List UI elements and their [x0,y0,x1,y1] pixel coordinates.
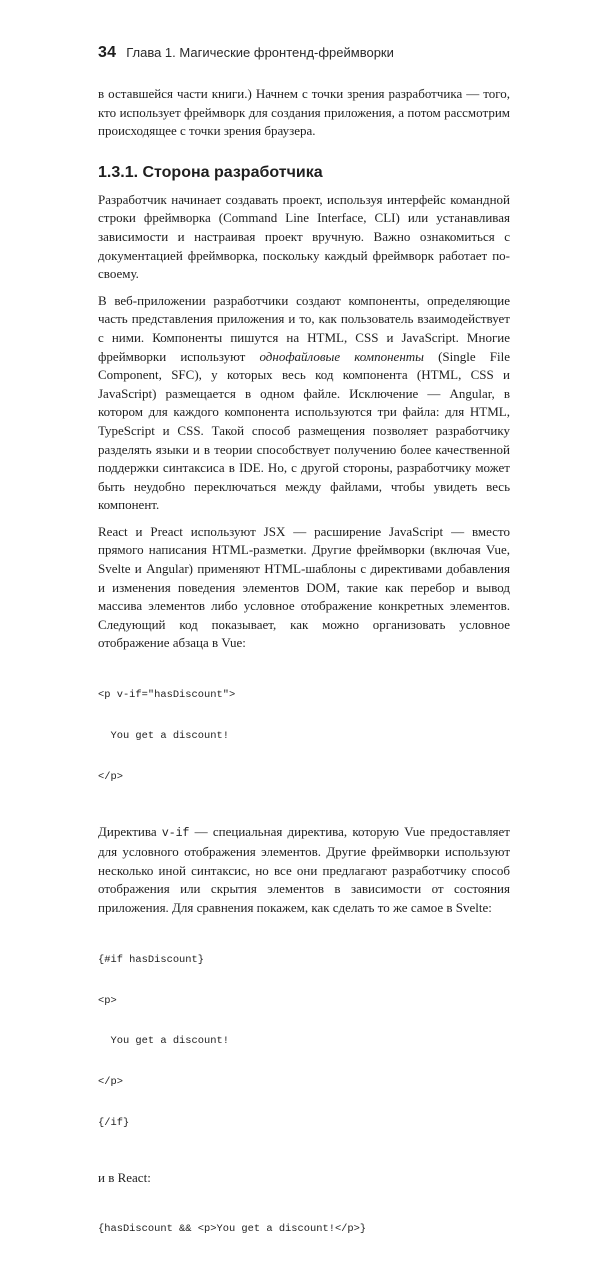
code-line: {hasDiscount && <p>You get a discount!</p>} [98,1223,367,1236]
page-number: 34 [98,44,117,61]
paragraph-v-if [98,823,510,918]
code-block-react [98,1196,510,1264]
code-line: <p v-if="hasDiscount"> [98,689,236,702]
section-heading: 1.3.1. Сторона разработчика [98,163,323,181]
paragraph-jsx: React и Preact используют JSX — расширение JavaScript — вместо прямого написания HTML-разметки. Другие фреймворки (включая Vue, Svelte и Angular) применяют HTML-шаблоны с директивами добавления и изменения поведения элементов DOM, такие как перебор и вывод массива элементов либо условное отображение конкретных элементов. Следующий код показывает, как можно организовать условное отображение абзаца в Vue: [98,523,510,651]
running-header [98,44,518,70]
paragraph-cli: Разработчик начинает создавать проект, используя интерфейс командной строки фреймворка (Command Line Interface, CLI) или устанавливая зависимости и настраивая проект вручную. Важно ознакомиться с документацией фреймворка, поскольку каждый фреймворк работает по-своему. [98,191,510,282]
paragraph-react-intro: и в React: [98,1169,151,1185]
code-block-svelte [98,927,510,1158]
chapter-title: Глава 1. Магические фронтенд-фреймворки [126,45,394,60]
code-line: {#if hasDiscount} [98,953,205,966]
paragraph-components-text-a: В веб-приложении разработчики создают компоненты, определяющие часть представления приложения и то, как пользователь взаимодействует с ними. Компоненты пишутся на HTML, CSS и JavaScript. Многие фреймворки используют [98,292,510,364]
paragraph-components-text-b: (Single File Component, SFC), у которых весь код компонента (HTML, CSS и JavaScript) размещается в одном файле. Исключение — Angular, в котором для каждого компонента используются три файла: для HTML, TypeScript и CSS. Такой способ размещения позволяет разработчику разделять языки и в теории способствует получению более качественной поддержки синтаксиса в IDE. Но, с другой стороны, разработчику может быть неудобно переключаться между файлами, чтобы увидеть весь компонент. [98,348,510,513]
paragraph-components [98,292,510,515]
code-line: </p> [98,1076,123,1089]
code-line: You get a discount! [98,1035,229,1048]
intro-paragraph: в оставшейся части книги.) Начнем с точки зрения разработчика — того, кто использует фреймворк для создания приложения, а потом рассмотрим происходящее с точки зрения браузера. [98,86,510,139]
paragraph-v-if-text-a: Директива [98,823,162,839]
sfc-term: однофайловые компоненты [259,348,424,364]
paragraph-v-if-text-b: — специальная директива, которую Vue предоставляет для условного отображения элементов. Другие фреймворки используют несколько иной синтаксис, но все они предлагают разработчику способ отображения или скрытия элементов в зависимости от состояния приложения. Для сравнения покажем, как сделать то же самое в Svelte: [98,823,510,915]
code-line: </p> [98,770,123,783]
code-line: {/if} [98,1116,130,1129]
inline-code-v-if: v-if [161,826,190,840]
code-line: <p> [98,994,117,1007]
page-body [98,85,510,1275]
code-line: You get a discount! [98,730,229,742]
code-block-vue [98,662,510,812]
